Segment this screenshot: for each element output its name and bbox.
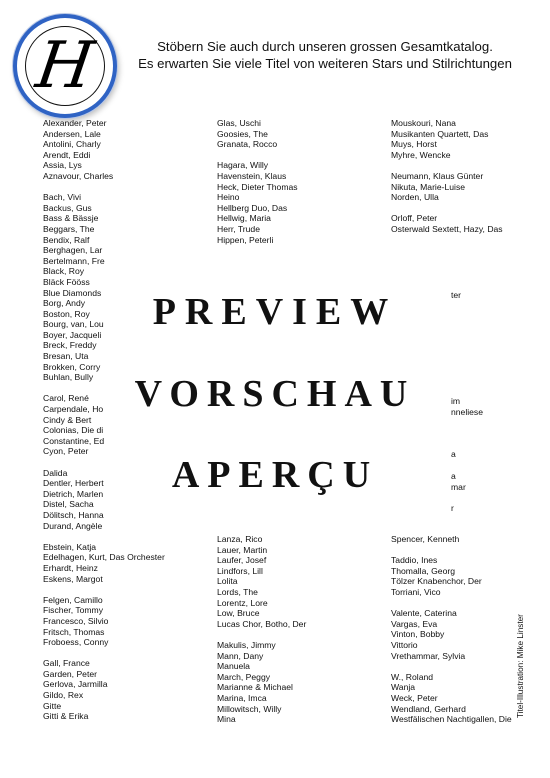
column-3-fragment: a — [451, 471, 456, 481]
artist-name: Hagara, Willy — [217, 160, 269, 171]
artist-name: Gerlova, Jarmilla — [43, 679, 108, 690]
artist-group — [391, 118, 511, 160]
artist-name: Aznavour, Charles — [43, 170, 114, 181]
artist-name: Lauer, Martin — [217, 544, 268, 555]
artist-group — [43, 594, 109, 648]
artist-name: Makulis, Jimmy — [217, 639, 276, 650]
artist-name: Arendt, Eddi — [43, 149, 91, 160]
logo-letter: H — [31, 29, 99, 103]
artist-name: Carpendale, Ho — [43, 404, 104, 415]
artist-name: Alexander, Peter — [43, 118, 107, 128]
artist-name: Weck, Peter — [391, 692, 438, 703]
artist-name: Neumann, Klaus Günter — [391, 170, 484, 181]
artist-name: Tölzer Knabenchor, Der — [391, 576, 482, 587]
artist-name: Havenstein, Klaus — [217, 170, 287, 181]
artist-name: Muys, Horst — [391, 139, 437, 150]
artist-group — [217, 534, 306, 629]
artist-name: Andersen, Lale — [43, 128, 101, 139]
artist-group — [217, 118, 313, 150]
artist-name: Musikanten Quartett, Das — [391, 128, 489, 139]
watermark-apercu: APERÇU — [171, 454, 379, 496]
artist-name: Hellberg Duo, Das — [217, 202, 288, 213]
artist-name: Bläck Fööss — [43, 276, 90, 287]
column-3-fragment: nneliese — [451, 407, 484, 417]
artist-name: Bach, Vivi — [43, 192, 82, 203]
artist-name: Hippen, Peterli — [217, 234, 274, 245]
artist-name: Gitti & Erika — [43, 711, 89, 722]
artist-name: Bass & Bässje — [43, 213, 99, 224]
artist-group — [391, 608, 512, 661]
artist-name: March, Peggy — [217, 671, 271, 682]
artist-name: Cyon, Peter — [43, 446, 89, 457]
artist-name: Bertelmann, Fre — [43, 255, 105, 266]
artist-column-2-top — [217, 118, 313, 244]
artist-name: Wanja — [391, 682, 416, 693]
artist-name: Fischer, Tommy — [43, 605, 104, 616]
artist-name: Lords, The — [217, 586, 258, 597]
artist-name: Gitte — [43, 700, 62, 711]
artist-name: Backus, Gus — [43, 202, 92, 213]
artist-name: Erhardt, Heinz — [43, 562, 98, 573]
artist-name: Marianne & Michael — [217, 682, 293, 693]
artist-name: Boston, Roy — [43, 308, 90, 319]
artist-name: Garden, Peter — [43, 668, 97, 679]
artist-name: Dalida — [43, 467, 68, 478]
artist-column-3-bottom — [391, 534, 512, 735]
artist-name: Herr, Trude — [217, 223, 260, 234]
artist-name: Orloff, Peter — [391, 213, 438, 224]
artist-name: Colonias, Die di — [43, 425, 104, 436]
artist-name: Thomalla, Georg — [391, 565, 456, 576]
artist-group — [217, 640, 306, 725]
artist-name: Constantine, Ed — [43, 435, 105, 446]
artist-name: Ebstein, Katja — [43, 541, 97, 552]
artist-name: Torriani, Vico — [391, 586, 441, 597]
watermark-preview: PREVIEW — [152, 291, 398, 333]
artist-name: Mouskouri, Nana — [391, 118, 456, 128]
artist-name: Heck, Dieter Thomas — [217, 181, 298, 192]
artist-group — [43, 658, 108, 722]
artist-name: Taddio, Ines — [391, 555, 438, 566]
artist-name: Berghagen, Lar — [43, 245, 103, 256]
artist-column-2-bottom — [217, 534, 306, 735]
artist-name: Bresan, Uta — [43, 351, 89, 362]
artist-name: Brokken, Corry — [43, 361, 101, 372]
artist-name: Hellwig, Maria — [217, 213, 271, 224]
artist-name: Mina — [217, 714, 236, 725]
artist-name: Valente, Caterina — [391, 608, 457, 619]
artist-name: Vinton, Bobby — [391, 629, 445, 640]
artist-name: Granata, Rocco — [217, 139, 278, 150]
artist-name: Dietrich, Marlen — [43, 488, 104, 499]
artist-name: Dentler, Herbert — [43, 478, 104, 489]
column-3-fragment: ter — [451, 290, 462, 300]
artist-name: Vrethammar, Sylvia — [391, 650, 466, 661]
artist-name: Osterwald Sextett, Hazy, Das — [391, 223, 503, 234]
artist-name: Beggars, The — [43, 223, 95, 234]
artist-name: Boyer, Jacqueli — [43, 329, 102, 340]
artist-name: Lanza, Rico — [217, 534, 263, 544]
artist-name: Buhlan, Bully — [43, 372, 94, 383]
artist-name: Assia, Lys — [43, 160, 82, 171]
header-line-2: Es erwarten Sie viele Titel von weiteren Stars und Stilrichtungen — [138, 56, 512, 71]
artist-name: Manuela — [217, 661, 250, 672]
artist-name: Vittorio — [391, 639, 418, 650]
column-3-fragment: r — [451, 503, 454, 513]
artist-column-1 — [43, 118, 165, 732]
artist-name: Froboess, Conny — [43, 637, 109, 648]
catalog-header — [112, 38, 538, 72]
artist-name: Lindfors, Lill — [217, 565, 263, 576]
artist-name: Bendix, Ralf — [43, 234, 90, 245]
header-line-1: Stöbern Sie auch durch unseren grossen Gesamtkatalog. — [157, 39, 493, 54]
artist-group — [391, 555, 512, 597]
artist-name: Lolita — [217, 576, 238, 587]
artist-name: Cindy & Bert — [43, 414, 92, 425]
artist-group — [391, 672, 512, 725]
artist-name: W., Roland — [391, 671, 434, 682]
artist-name: Fritsch, Thomas — [43, 626, 105, 637]
artist-name: Antolini, Charly — [43, 139, 101, 150]
artist-name: Gall, France — [43, 658, 90, 669]
artist-name: Breck, Freddy — [43, 340, 97, 351]
artist-name: Marina, Imca — [217, 692, 267, 703]
artist-name: Westfälischen Nachtigallen, Die — [391, 714, 512, 725]
artist-name: Dölitsch, Hanna — [43, 509, 104, 520]
artist-group — [391, 534, 512, 545]
artist-name: Francesco, Silvio — [43, 615, 109, 626]
artist-name: Low, Bruce — [217, 608, 260, 619]
artist-name: Mann, Dany — [217, 650, 264, 661]
artist-name: Wendland, Gerhard — [391, 703, 466, 714]
artist-group — [391, 213, 511, 234]
artist-name: Heino — [217, 192, 240, 203]
artist-name: Bourg, van, Lou — [43, 319, 104, 330]
artist-name: Lorentz, Lore — [217, 597, 268, 608]
artist-group — [217, 160, 313, 245]
artist-name: Lucas Chor, Botho, Der — [217, 618, 307, 629]
column-3-fragment: a — [451, 449, 456, 459]
artist-name: Felgen, Camillo — [43, 594, 103, 605]
artist-name: Gildo, Rex — [43, 690, 84, 701]
artist-name: Goosies, The — [217, 128, 268, 139]
artist-name: Spencer, Kenneth — [391, 534, 460, 544]
artist-group — [43, 118, 114, 182]
column-3-fragment: im — [451, 396, 461, 406]
artist-name: Distel, Sacha — [43, 499, 94, 510]
artist-group — [43, 192, 105, 383]
h-monogram-logo — [13, 14, 117, 118]
illustration-credit: Titel-Illustration: Mike Linster — [516, 614, 525, 718]
artist-name: Millowitsch, Willy — [217, 703, 282, 714]
artist-group — [43, 541, 165, 584]
artist-name: Carol, René — [43, 393, 89, 404]
artist-name: Laufer, Josef — [217, 555, 267, 566]
artist-column-3-top — [391, 118, 511, 245]
watermark-vorschau: VORSCHAU — [134, 373, 416, 415]
artist-name: Vargas, Eva — [391, 618, 438, 629]
artist-name: Borg, Andy — [43, 298, 86, 309]
artist-name: Myhre, Wencke — [391, 149, 451, 160]
artist-name: Glas, Uschi — [217, 118, 261, 128]
artist-name: Nikuta, Marie-Luise — [391, 181, 466, 192]
artist-name: Norden, Ulla — [391, 192, 439, 203]
artist-name: Eskens, Margot — [43, 573, 103, 584]
artist-name: Blue Diamonds — [43, 287, 102, 298]
artist-group — [391, 171, 511, 203]
column-3-fragment: mar — [451, 482, 466, 492]
artist-name: Black, Roy — [43, 266, 85, 277]
artist-name: Edelhagen, Kurt, Das Orchester — [43, 552, 165, 563]
artist-name: Durand, Angèle — [43, 520, 103, 531]
